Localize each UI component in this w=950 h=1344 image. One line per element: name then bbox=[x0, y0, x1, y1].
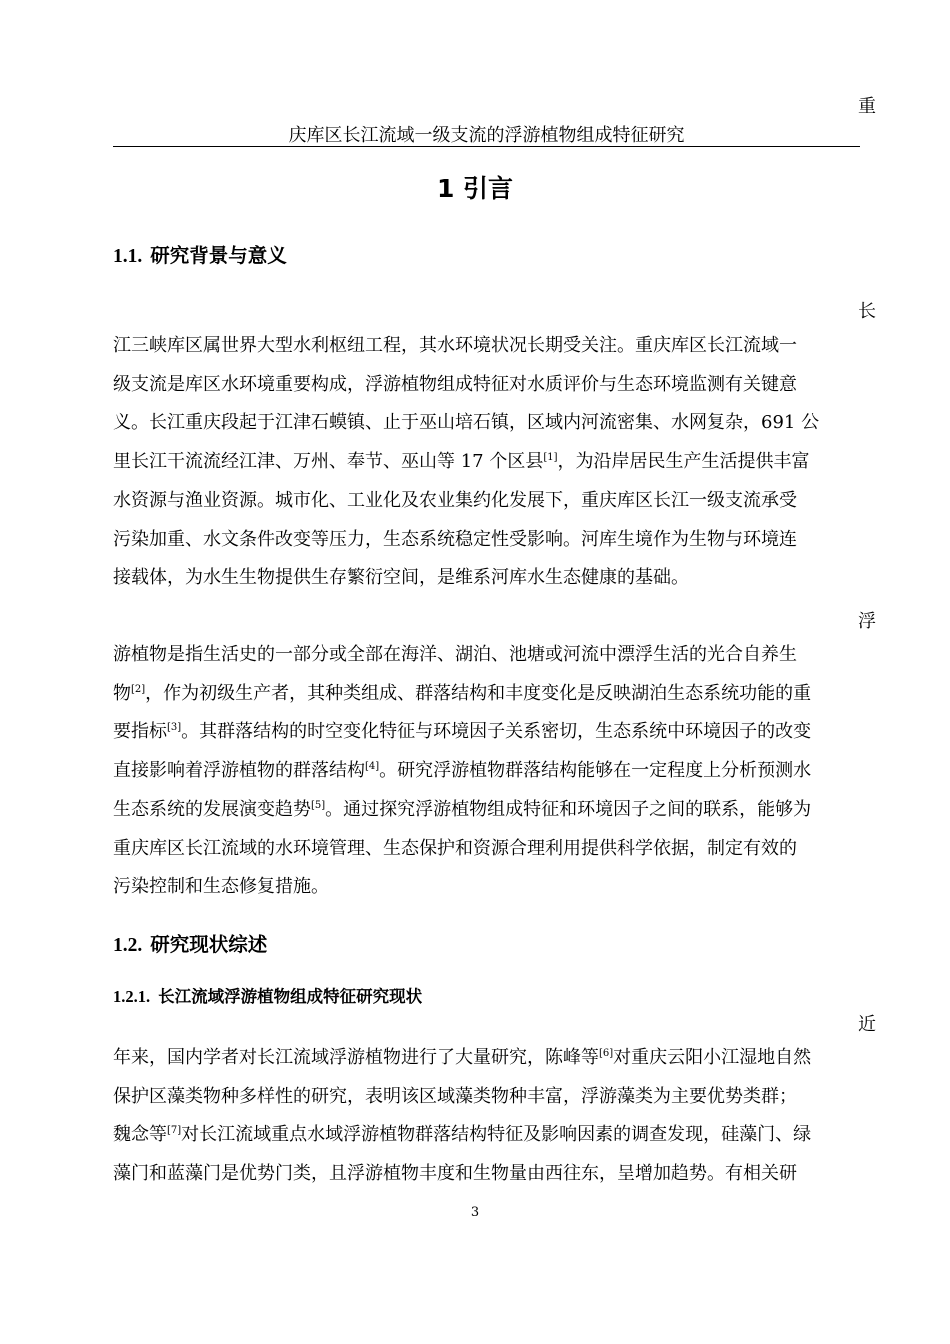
text-line: 重庆库区长江流域的水环境管理、生态保护和资源合理利用提供科学依据，制定有效的 bbox=[113, 837, 797, 859]
text-line: 污染加重、水文条件改变等压力，生态系统稳定性受影响。河库生境作为生物与环境连 bbox=[113, 528, 797, 550]
section-title: 长江流域浮游植物组成特征研究现状 bbox=[158, 987, 423, 1006]
text-line: 游植物是指生活史的一部分或全部在海洋、湖泊、池塘或河流中漂浮生活的光合自养生 bbox=[113, 644, 797, 665]
text-line: 污染控制和生态修复措施。 bbox=[113, 876, 329, 898]
text-line: 里长江干流流经江津、万州、奉节、巫山等 17 个区县[1]，为沿岸居民生产生活提供丰富 bbox=[113, 451, 810, 473]
paragraph-research-status bbox=[113, 1039, 859, 1194]
text-line: 级支流是库区水环境重要构成，浮游植物组成特征对水质评价与生态环境监测有关键意 bbox=[113, 373, 797, 395]
text-line: 年来，国内学者对长江流域浮游植物进行了大量研究，陈峰等[6]对重庆云阳小江湿地自然 bbox=[113, 1047, 812, 1068]
text-line: 江三峡库区属世界大型水利枢纽工程，其水环境状况长期受关注。重庆库区长江流域一 bbox=[113, 335, 797, 356]
text-line: 物[2]，作为初级生产者，其种类组成、群落结构和丰度变化是反映湖泊生态系统功能的重 bbox=[113, 682, 812, 704]
section-number: 1.2. bbox=[113, 935, 143, 956]
text-line: 义。长江重庆段起于江津石蟆镇、止于巫山培石镇，区域内河流密集、水网复杂，691 公 bbox=[113, 412, 820, 434]
header-title: 庆库区长江流域一级支流的浮游植物组成特征研究 bbox=[288, 125, 685, 146]
section-number: 1.1. bbox=[113, 246, 143, 267]
paragraph-lead-char: 浮 bbox=[858, 611, 876, 632]
section-1-2-heading bbox=[113, 929, 267, 957]
citation-ref: [2] bbox=[131, 683, 146, 695]
text-line: 接载体，为水生生物提供生存繁衍空间，是维系河库水生态健康的基础。 bbox=[113, 567, 689, 589]
paragraph-background bbox=[113, 327, 859, 598]
text-line: 藻门和蓝藻门是优势门类，且浮游植物丰度和生物量由西往东，呈增加趋势。有相关研 bbox=[113, 1163, 797, 1185]
citation-ref: [3] bbox=[167, 722, 182, 734]
section-number: 1.2.1. bbox=[113, 987, 151, 1006]
section-title: 研究背景与意义 bbox=[150, 244, 287, 267]
text-line: 保护区藻类物种多样性的研究，表明该区域藻类物种丰富，浮游藻类为主要优势类群； bbox=[113, 1085, 797, 1107]
citation-ref: [5] bbox=[311, 799, 326, 811]
chapter-title: 1 引言 bbox=[436, 174, 514, 203]
text-line: 魏念等[7]对长江流域重点水域浮游植物群落结构特征及影响因素的调查发现，硅藻门、绿 bbox=[113, 1124, 812, 1146]
header-rule bbox=[113, 146, 860, 147]
citation-ref: [6] bbox=[599, 1048, 614, 1059]
header-title-first-char: 重 bbox=[858, 96, 876, 117]
text-line: 水资源与渔业资源。城市化、工业化及农业集约化发展下，重庆库区长江一级支流承受 bbox=[113, 489, 797, 511]
citation-ref: [7] bbox=[167, 1125, 182, 1137]
citation-ref: [1] bbox=[543, 452, 558, 464]
citation-ref: [4] bbox=[365, 761, 380, 773]
paragraph-phytoplankton bbox=[113, 636, 859, 907]
text-line: 生态系统的发展演变趋势[5]。通过探究浮游植物组成特征和环境因子之间的联系，能够为 bbox=[113, 798, 812, 820]
section-1-1-heading bbox=[113, 240, 287, 268]
section-1-2-1-heading bbox=[113, 983, 422, 1007]
page-number: 3 bbox=[470, 1205, 480, 1220]
section-title: 研究现状综述 bbox=[150, 933, 268, 956]
text-line: 要指标[3]。其群落结构的时空变化特征与环境因子关系密切，生态系统中环境因子的改变 bbox=[113, 721, 812, 743]
paragraph-lead-char: 长 bbox=[858, 301, 876, 322]
paragraph-lead-char: 近 bbox=[858, 1014, 876, 1035]
text-line: 直接影响着浮游植物的群落结构[4]。研究浮游植物群落结构能够在一定程度上分析预测水 bbox=[113, 760, 812, 782]
